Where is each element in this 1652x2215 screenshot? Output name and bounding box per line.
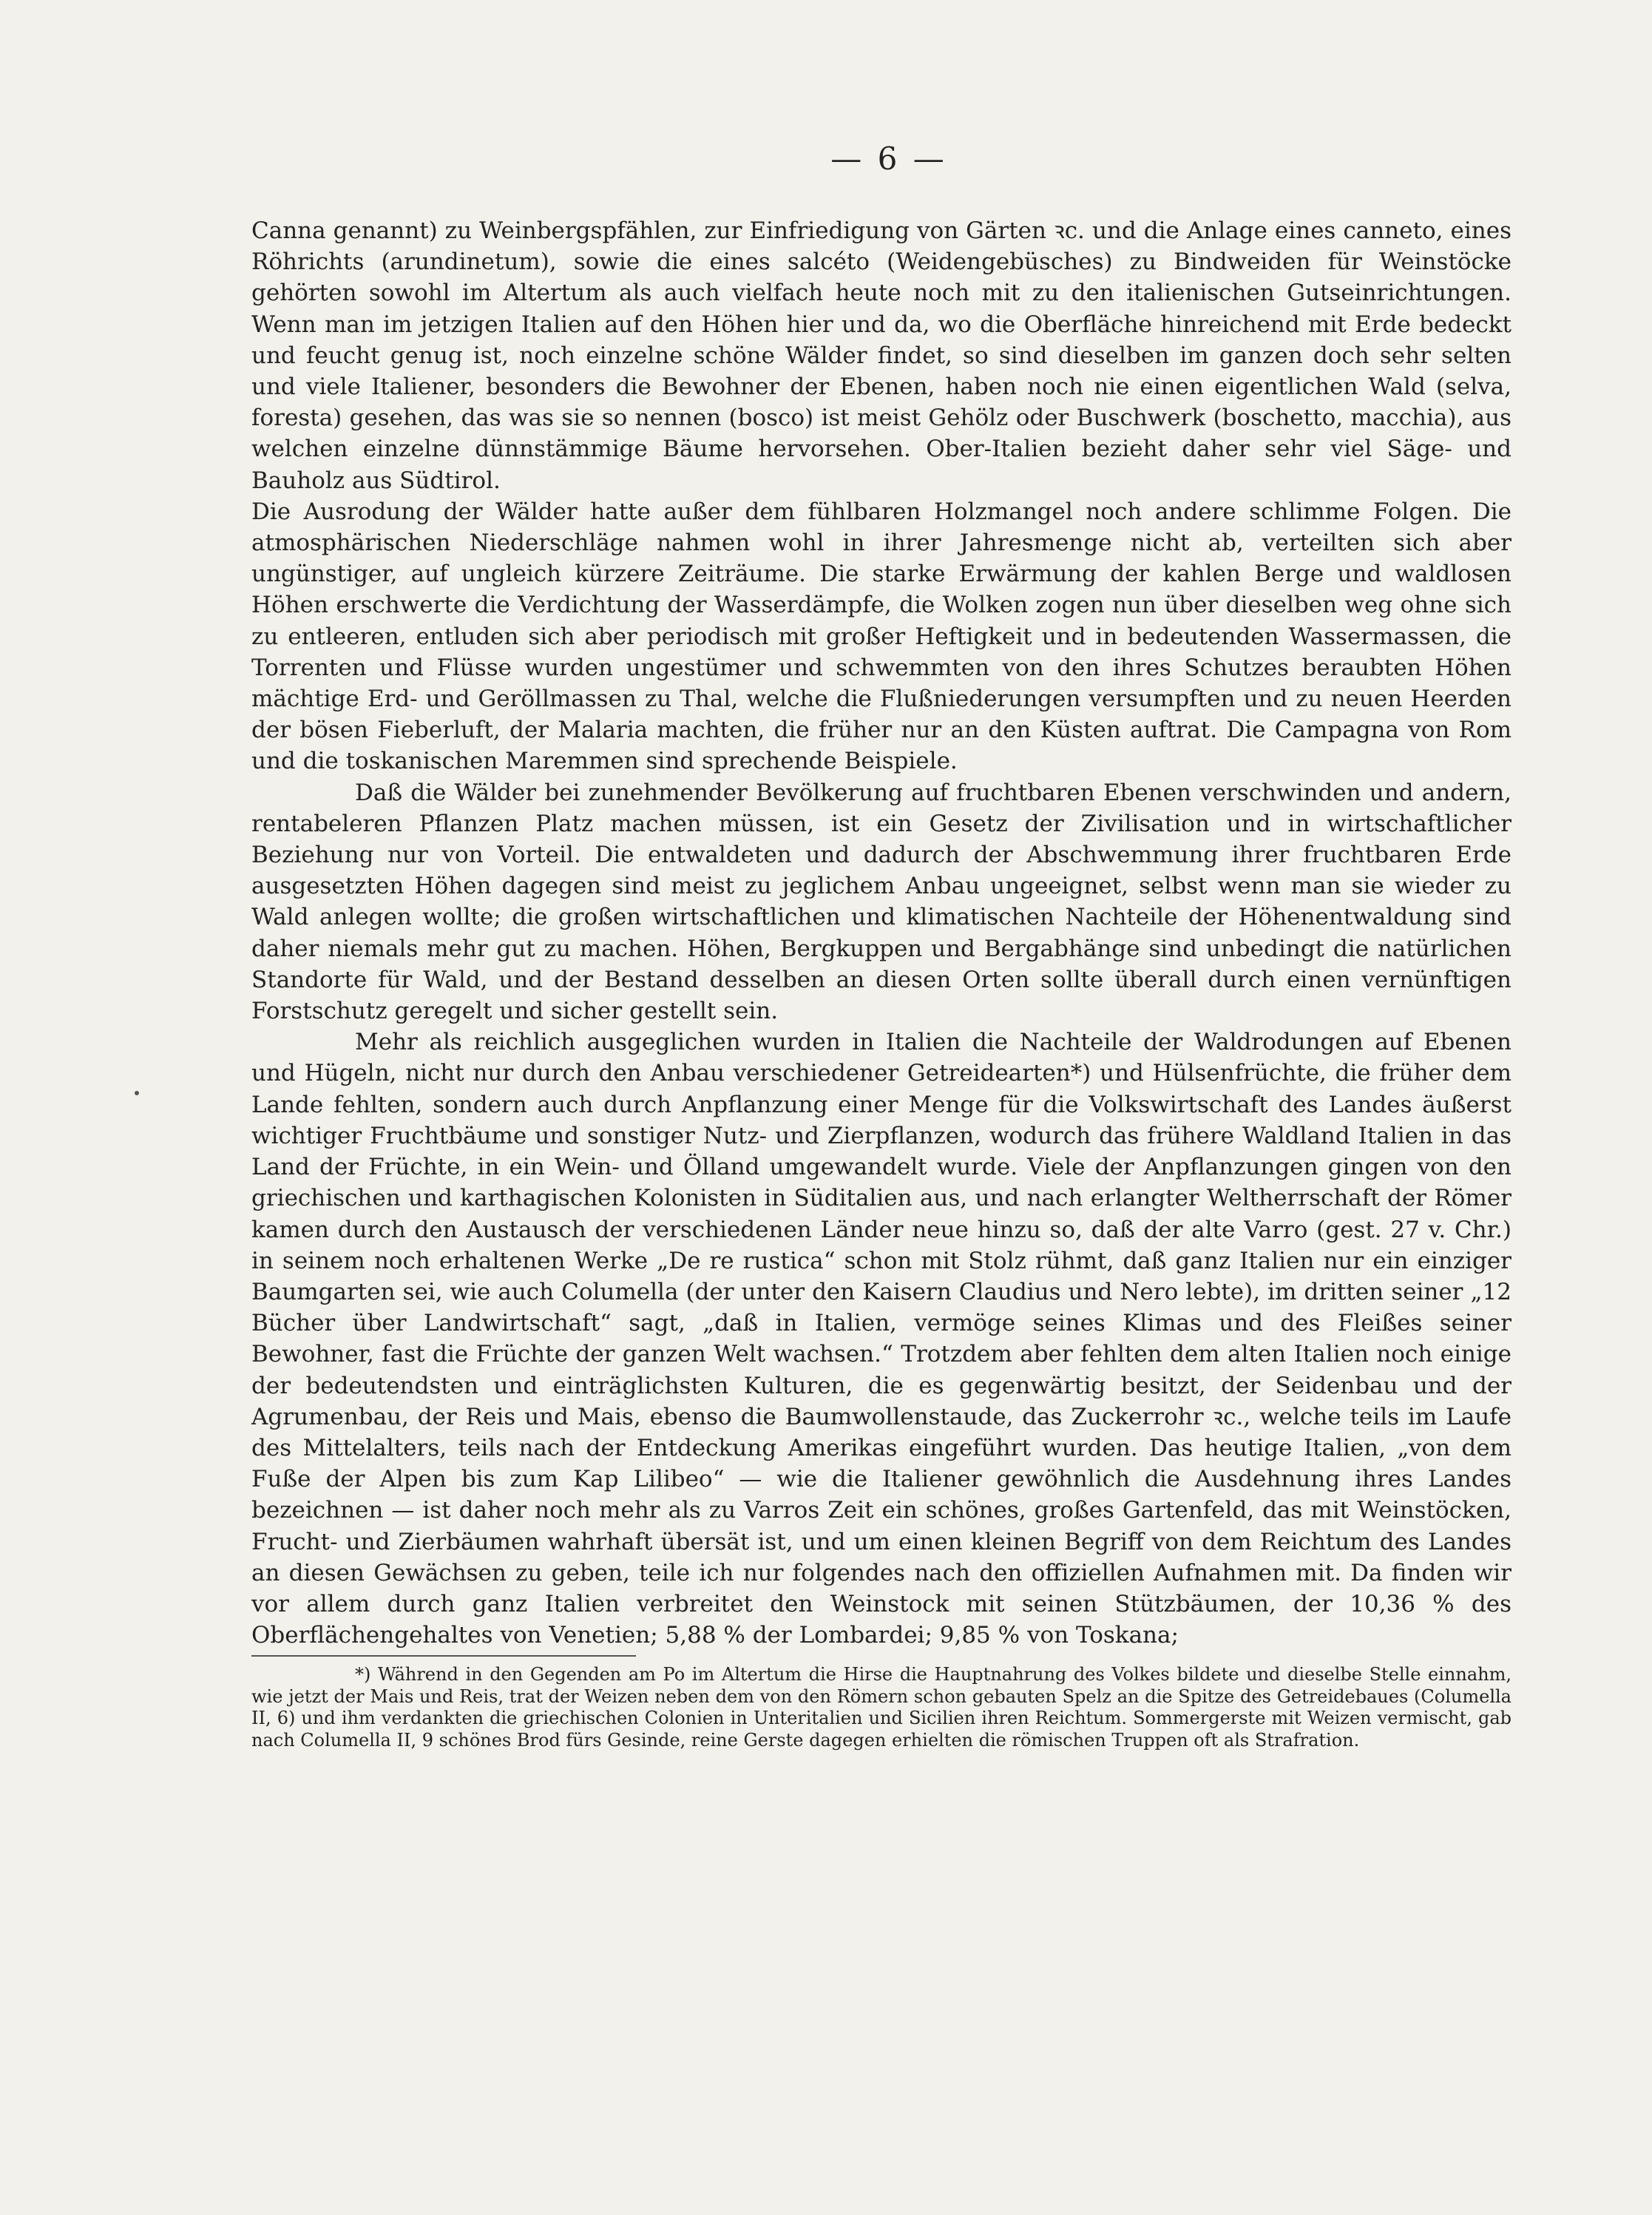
paper-speck xyxy=(135,1091,139,1095)
page-number: — 6 — xyxy=(830,141,947,177)
footnote xyxy=(251,1664,1511,1751)
footnote-divider xyxy=(251,1655,636,1657)
paragraph-1: Canna genannt) zu Weinbergspfählen, zur Einfriedigung von Gärten ꝛc. und die Anlage eines canneto, eines Röhrichts (arundinetum), sowie die eines salcéto (Weidengebüsches) zu Bindweiden für Weinstöcke gehörten sowohl im Altertum als auch vielfach heute noch mit zu den italienischen Gutseinrichtungen. Wenn man im jetzigen Italien auf den Höhen hier und da, wo die Oberfläche hinreichend mit Erde bedeckt und feucht genug ist, noch einzelne schöne Wälder findet, so sind dieselben im ganzen doch sehr selten und viele Italiener, besonders die Bewohner der Ebenen, haben noch nie einen eigentlichen Wald (selva, foresta) gesehen, das was sie so nennen (bosco) ist meist Gehölz oder Buschwerk (boschetto, macchia), aus welchen einzelne dünnstämmige Bäume hervorsehen. Ober-Italien bezieht daher sehr viel Säge- und Bauholz aus Südtirol. xyxy=(251,217,1511,494)
footnote-text: *) Während in den Gegenden am Po im Altertum die Hirse die Hauptnahrung des Volkes bildete und dieselbe Stelle einnahm, wie jetzt der Mais und Reis, trat der Weizen neben dem von den Römern schon gebauten Spelz an die Spitze des Getreidebaues (Columella II, 6) und ihm verdankten die griechischen Colonien in Unteritalien und Sicilien ihren Reichtum. Sommergerste mit Weizen vermischt, gab nach Columella II, 9 schönes Brod fürs Gesinde, reine Gerste dagegen erhielten die römischen Truppen oft als Strafration. xyxy=(251,1664,1511,1751)
paragraph-4: Mehr als reichlich ausgeglichen wurden in Italien die Nachteile der Waldrodungen auf Ebenen und Hügeln, nicht nur durch den Anbau verschiedener Getreidearten*) und Hülsenfrüchte, die früher dem Lande fehlten, sondern auch durch Anpflanzung einer Menge für die Volkswirtschaft des Landes äußerst wichtiger Fruchtbäume und sonstiger Nutz- und Zierpflanzen, wodurch das frühere Waldland Italien in das Land der Früchte, in ein Wein- und Ölland umgewandelt wurde. Viele der Anpflanzungen gingen von den griechischen und karthagischen Kolonisten in Süditalien aus, und nach erlangter Weltherrschaft der Römer kamen durch den Austausch der verschiedenen Länder neue hinzu so, daß der alte Varro (gest. 27 v. Chr.) in seinem noch erhaltenen Werke „De re rustica“ schon mit Stolz rühmt, daß ganz Italien nur ein einziger Baumgarten sei, wie auch Columella (der unter den Kaisern Claudius und Nero lebte), im dritten seiner „12 Bücher über Landwirtschaft“ sagt, „daß in Italien, vermöge seines Klimas und des Fleißes seiner Bewohner, fast die Früchte der ganzen Welt wachsen.“ Trotzdem aber fehlten dem alten Italien noch einige der bedeutendsten und einträglichsten Kulturen, die es gegenwärtig besitzt, der Seidenbau und der Agrumenbau, der Reis und Mais, ebenso die Baumwollenstaude, das Zuckerrohr ꝛc., welche teils im Laufe des Mittelalters, teils nach der Entdeckung Amerikas eingeführt wurden. Das heutige Italien, „von dem Fuße der Alpen bis zum Kap Lilibeo“ — wie die Italiener gewöhnlich die Ausdehnung ihres Landes bezeichnen — ist daher noch mehr als zu Varros Zeit ein schönes, großes Gartenfeld, das mit Weinstöcken, Frucht- und Zierbäumen wahrhaft übersät ist, und um einen kleinen Begriff von dem Reichtum des Landes an diesen Gewächsen zu geben, teile ich nur folgendes nach den offiziellen Aufnahmen mit. Da finden wir vor allem durch ganz Italien verbreitet den Weinstock mit seinen Stützbäumen, der 10,36 % des Oberflächengehaltes von Venetien; 5,88 % der Lombardei; 9,85 % von Toskana; xyxy=(251,1029,1511,1649)
body-text xyxy=(251,215,1511,1651)
paragraph-2: Die Ausrodung der Wälder hatte außer dem fühlbaren Holzmangel noch andere schlimme Folgen. Die atmosphärischen Niederschläge nahmen wohl in ihrer Jahresmenge nicht ab, verteilten sich aber ungünstiger, auf ungleich kürzere Zeiträume. Die starke Erwärmung der kahlen Berge und waldlosen Höhen erschwerte die Verdichtung der Wasserdämpfe, die Wolken zogen nun über dieselben weg ohne sich zu entleeren, entluden sich aber periodisch mit großer Heftigkeit und in bedeutenden Wassermassen, die Torrenten und Flüsse wurden ungestümer und schwemmten von den ihres Schutzes beraubten Höhen mächtige Erd- und Geröllmassen zu Thal, welche die Flußniederungen versumpften und zu neuen Heerden der bösen Fieberluft, der Malaria machten, die früher nur an den Küsten auftrat. Die Campagna von Rom und die toskanischen Maremmen sind sprechende Beispiele. xyxy=(251,498,1511,775)
paragraph-3: Daß die Wälder bei zunehmender Bevölkerung auf fruchtbaren Ebenen verschwinden und andern, rentabeleren Pflanzen Platz machen müssen, ist ein Gesetz der Zivilisation und in wirtschaftlicher Beziehung nur von Vorteil. Die entwaldeten und dadurch der Abschwemmung ihrer fruchtbaren Erde ausgesetzten Höhen dagegen sind meist zu jeglichem Anbau ungeeignet, selbst wenn man sie wieder zu Wald anlegen wollte; die großen wirtschaftlichen und klimatischen Nachteile der Höhenentwaldung sind daher niemals mehr gut zu machen. Höhen, Bergkuppen und Bergabhänge sind unbedingt die natürlichen Standorte für Wald, und der Bestand desselben an diesen Orten sollte überall durch einen vernünftigen Forstschutz geregelt und sicher gestellt sein. xyxy=(251,779,1511,1025)
